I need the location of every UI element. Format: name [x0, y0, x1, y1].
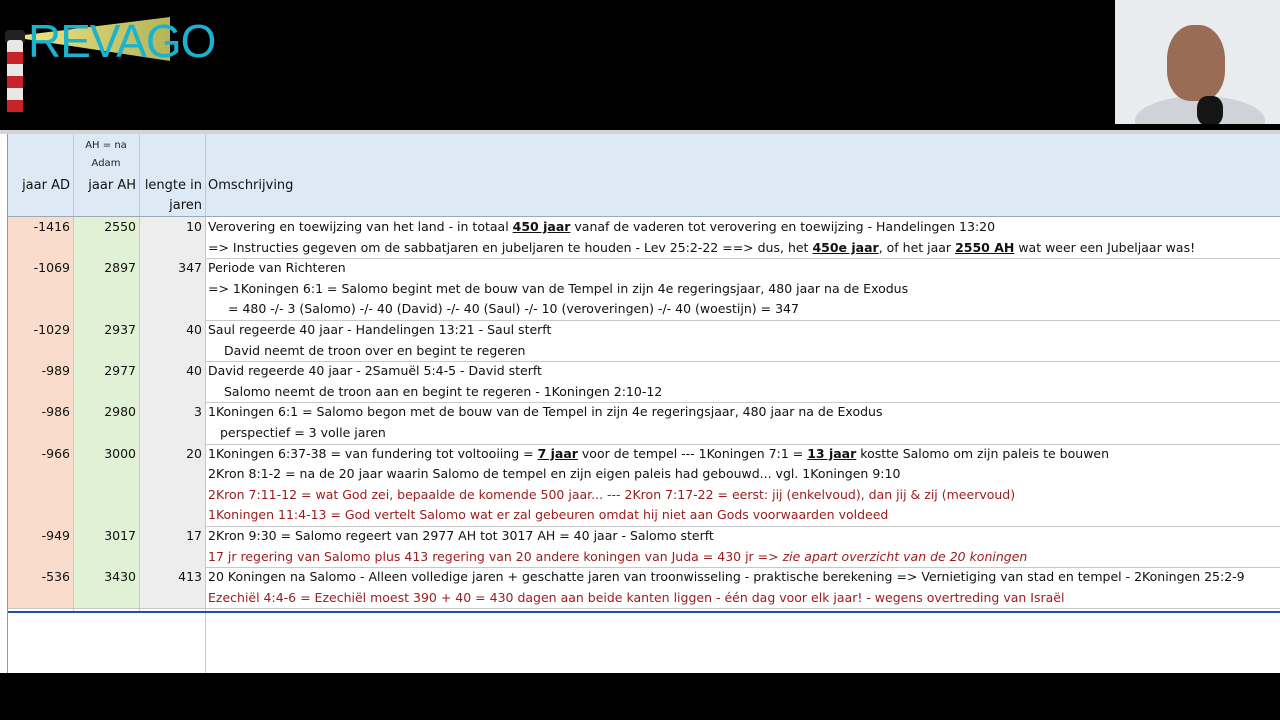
revago-logo	[0, 0, 216, 120]
header-note	[73, 137, 139, 173]
text-segment: 13 jaar	[807, 445, 857, 461]
column-divider	[205, 134, 206, 673]
cell-jaar-ah[interactable]: 2897	[104, 260, 136, 276]
cell-jaar-ad[interactable]: -989	[41, 363, 70, 379]
text-segment: 2550 AH	[955, 239, 1015, 255]
cell-omschrijving-line[interactable]: Ezechiël 4:4-6 = Ezechiël moest 390 + 40 = 430 dagen aan beide kanten liggen - één dag voor elk jaar! - wegens overtreding van Israël	[208, 589, 1065, 605]
text-segment: 450 jaar	[512, 219, 571, 234]
cell-jaar-ah[interactable]: 3017	[104, 528, 136, 543]
cell-omschrijving-line[interactable]: perspectief = 3 volle jaren	[220, 425, 386, 440]
col-header-jaar-ah[interactable]: jaar AH	[88, 178, 136, 193]
cell-lengte[interactable]: 347	[178, 260, 202, 276]
col-header-lengte[interactable]	[139, 176, 202, 216]
cell-jaar-ah[interactable]: 3000	[104, 445, 136, 461]
cell-omschrijving-line[interactable]: 2Kron 9:30 = Salomo regeert van 2977 AH tot 3017 AH = 40 jaar - Salomo sterft	[208, 528, 714, 543]
cell-lengte[interactable]: 3	[194, 404, 202, 420]
text-segment: voor de tempel --- 1Koningen 7:1 =	[577, 445, 808, 461]
selected-cell-border	[7, 611, 1280, 613]
text-segment: Verovering en toewijzing van het land - in totaal	[208, 219, 513, 234]
microphone-icon	[1197, 96, 1223, 124]
bottom-bar	[0, 673, 1280, 720]
cell-jaar-ah[interactable]: 3430	[104, 569, 136, 585]
cell-lengte[interactable]: 40	[186, 363, 202, 379]
text-segment: vanaf de vaderen tot verovering en toewijzing - Handelingen 13:20	[570, 219, 996, 234]
text-segment: => Instructies gegeven om de sabbatjaren en jubeljaren te houden - Lev 25:2-22 ==> dus, het	[208, 239, 813, 255]
col-header-omschrijving[interactable]: Omschrijving	[208, 178, 294, 193]
text-segment: zie apart overzicht van de 20 koningen	[782, 548, 1028, 564]
cell-lengte[interactable]: 17	[186, 528, 202, 543]
text-segment: 1Koningen 6:37-38 = van fundering tot voltooiing =	[208, 445, 538, 461]
cell-jaar-ah[interactable]: 2937	[104, 322, 136, 337]
spreadsheet[interactable]	[0, 130, 1280, 673]
cell-omschrijving-line[interactable]	[208, 444, 1109, 464]
column-divider	[139, 134, 140, 612]
cell-jaar-ah[interactable]: 2977	[104, 363, 136, 379]
cell-omschrijving-line[interactable]: 1Koningen 6:1 = Salomo begon met de bouw van de Tempel in zijn 4e regeringsjaar, 480 jaar na de Exodus	[208, 404, 883, 420]
text-segment: 17 jr regering van Salomo plus 413 regering van 20 andere koningen van Juda = 430 jr =>	[208, 548, 783, 564]
header-divider	[7, 216, 1280, 217]
cell-omschrijving-line[interactable]	[208, 238, 1195, 258]
cell-lengte[interactable]: 10	[186, 219, 202, 234]
cell-omschrijving-line[interactable]: = 480 -/- 3 (Salomo) -/- 40 (David) -/- 40 (Saul) -/- 10 (veroveringen) -/- 40 (woestijn) = 347	[228, 301, 799, 317]
cell-jaar-ad[interactable]: -986	[41, 404, 70, 420]
cell-omschrijving-line[interactable]	[208, 547, 1027, 567]
cell-omschrijving-line[interactable]: David neemt de troon over en begint te regeren	[224, 342, 526, 358]
cell-omschrijving-line[interactable]: 1Koningen 11:4-13 = God vertelt Salomo wat er zal gebeuren omdat hij niet aan Gods voorwaarden voldeed	[208, 507, 889, 523]
cell-omschrijving-line[interactable]: 2Kron 8:1-2 = na de 20 jaar waarin Salomo de tempel en zijn eigen paleis had gebouwd... vgl. 1Koningen 9:10	[208, 466, 901, 482]
cell-omschrijving-line[interactable]	[208, 217, 995, 237]
text-segment: , of het jaar	[878, 239, 956, 255]
col-header-lengte-line-1: lengte in	[144, 178, 202, 193]
cell-jaar-ad[interactable]: -966	[41, 445, 70, 461]
cell-jaar-ah[interactable]: 2980	[104, 404, 136, 420]
column-divider	[73, 134, 74, 612]
logo-text: REVAGO	[28, 15, 216, 67]
text-segment: 7 jaar	[537, 445, 578, 461]
cell-jaar-ad[interactable]: -536	[41, 569, 70, 585]
cell-jaar-ad[interactable]: -949	[41, 528, 70, 543]
cell-omschrijving-line[interactable]: => 1Koningen 6:1 = Salomo begint met de bouw van de Tempel in zijn 4e regeringsjaar, 480 jaar na de Exodus	[208, 280, 909, 296]
text-segment: wat weer een Jubeljaar was!	[1014, 239, 1196, 255]
header-note-line-2: Adam	[91, 158, 121, 169]
cell-omschrijving-line[interactable]: Saul regeerde 40 jaar - Handelingen 13:21 - Saul sterft	[208, 322, 552, 337]
row-divider	[7, 608, 1280, 609]
cell-lengte[interactable]: 40	[186, 322, 202, 337]
cell-omschrijving-line[interactable]: 2Kron 7:11-12 = wat God zei, bepaalde de komende 500 jaar... --- 2Kron 7:17-22 = eerst: jij (enkelvoud), dan jij & zij (meervoud)	[208, 486, 1016, 502]
lighthouse-icon	[7, 40, 23, 112]
cell-jaar-ad[interactable]: -1029	[33, 322, 70, 337]
col-header-lengte-line-2: jaren	[169, 198, 202, 213]
left-gutter	[0, 134, 8, 673]
cell-jaar-ad[interactable]: -1069	[33, 260, 70, 276]
cell-lengte[interactable]: 413	[178, 569, 202, 585]
cell-lengte[interactable]: 20	[186, 445, 202, 461]
cell-jaar-ah[interactable]: 2550	[104, 219, 136, 234]
header-note-line-1: AH = na	[85, 140, 127, 151]
cell-omschrijving-line[interactable]: David regeerde 40 jaar - 2Samuël 5:4-5 - David sterft	[208, 363, 542, 379]
text-segment: kostte Salomo om zijn paleis te bouwen	[856, 445, 1110, 461]
presenter-head	[1167, 25, 1225, 101]
webcam-video	[1115, 0, 1280, 124]
cell-omschrijving-line[interactable]: Periode van Richteren	[208, 260, 346, 276]
cell-omschrijving-line[interactable]: 20 Koningen na Salomo - Alleen volledige jaren + geschatte jaren van troonwisseling - praktische berekening => Vernietiging van stad en tempel - 2Koningen 25:2-9	[208, 569, 1245, 585]
text-segment: 450e jaar	[812, 239, 879, 255]
cell-jaar-ad[interactable]: -1416	[33, 219, 70, 234]
col-header-jaar-ad[interactable]: jaar AD	[22, 178, 70, 193]
cell-omschrijving-line[interactable]: Salomo neemt de troon aan en begint te regeren - 1Koningen 2:10-12	[224, 383, 663, 399]
